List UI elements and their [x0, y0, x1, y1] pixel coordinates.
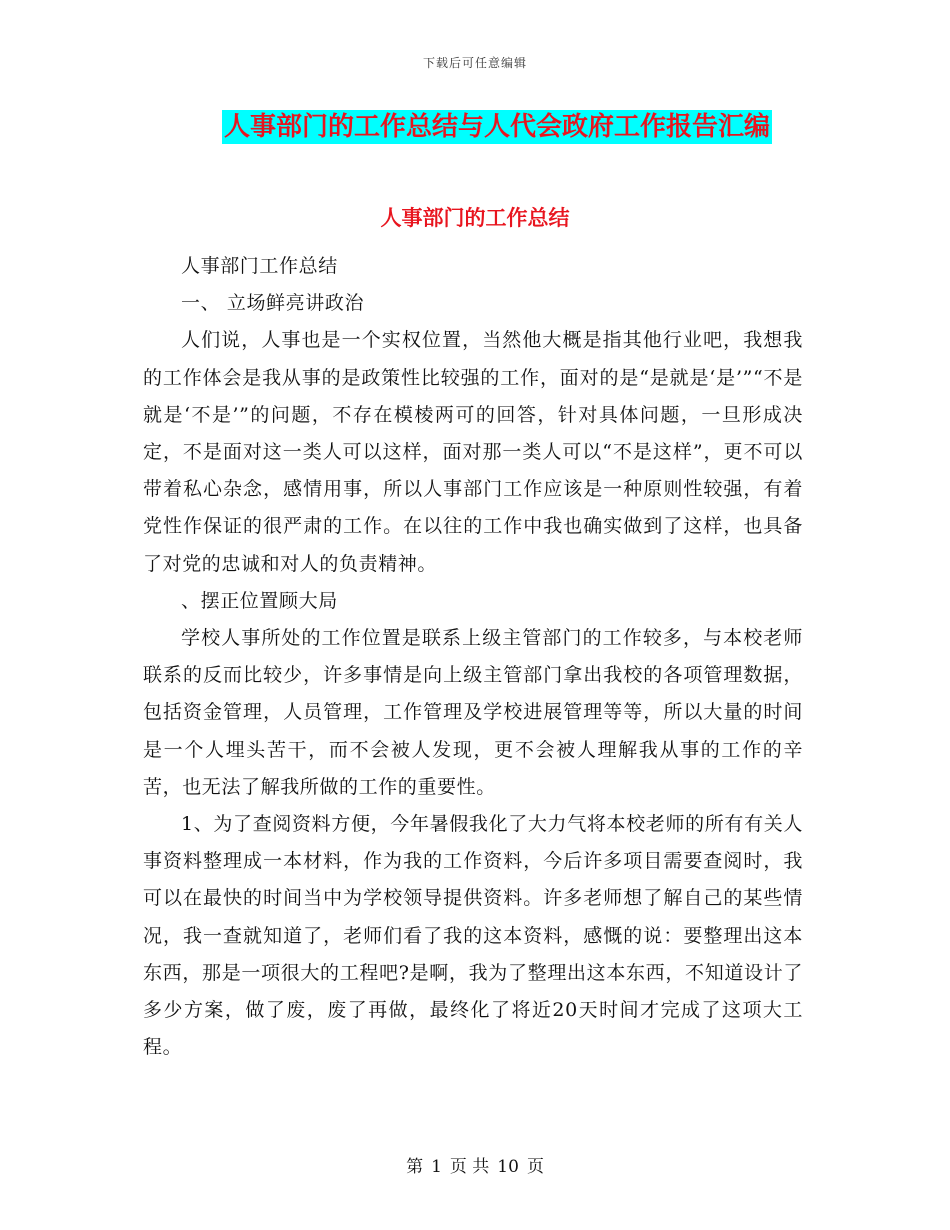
document-title: 人事部门的工作总结与人代会政府工作报告汇编 [224, 112, 771, 142]
document-body [143, 248, 803, 1066]
paragraph-subheading-2: 、摆正位置顾大局 [181, 589, 338, 612]
paragraph: 1、为了查阅资料方便，今年暑假我化了大力气将本校老师的所有有关人事资料整理成一本材料，作为我的工作资料，今后许多项目需要查阅时，我可以在最快的时间当中为学校领导提供资料。许多老师想了解自己的某些情况，我一查就知道了，老师们看了我的这本资料，感慨的说：要整理出这本东西，那是一项很大的工程吧?是啊，我为了整理出这本东西，不知道设计了多少方案，做了废，废了再做，最终化了将近20天时间才完成了这项大工程。 [143, 813, 803, 1059]
footer-middle: 页 共 [449, 1157, 490, 1177]
footer-suffix: 页 [526, 1157, 544, 1177]
header-note: 下载后可任意编辑 [422, 56, 527, 70]
footer-page-number: 1 [431, 1157, 442, 1177]
section-title: 人事部门的工作总结 [380, 206, 570, 230]
paragraph: 人们说，人事也是一个实权位置，当然他大概是指其他行业吧，我想我的工作体会是我从事的是政策性比较强的工作，面对的是“是就是‘是’”“不是就是‘不是’”的问题，不存在模棱两可的回答，针对具体问题，一旦形成决定，不是面对这一类人可以这样，面对那一类人可以“不是这样”，更不可以带着私心杂念，感情用事，所以人事部门工作应该是一种原则性较强，有着党性作保证的很严肃的工作。在以往的工作中我也确实做到了这样，也具备了对党的忠诚和对人的负责精神。 [143, 329, 803, 575]
footer-total-pages: 10 [497, 1157, 519, 1177]
paragraph: 学校人事所处的工作位置是联系上级主管部门的工作较多，与本校老师联系的反而比较少，许多事情是向上级主管部门拿出我校的各项管理数据，包括资金管理，人员管理，工作管理及学校进展管理等等，所以大量的时间是一个人埋头苦干，而不会被人发现，更不会被人理解我从事的工作的辛苦，也无法了解我所做的工作的重要性。 [143, 627, 803, 798]
page-footer [0, 1152, 950, 1177]
document-title-wrap [222, 110, 772, 144]
footer-prefix: 第 [406, 1157, 424, 1177]
paragraph-heading: 人事部门工作总结 [181, 255, 338, 277]
paragraph-subheading-1: 一、 立场鲜亮讲政治 [181, 292, 365, 315]
